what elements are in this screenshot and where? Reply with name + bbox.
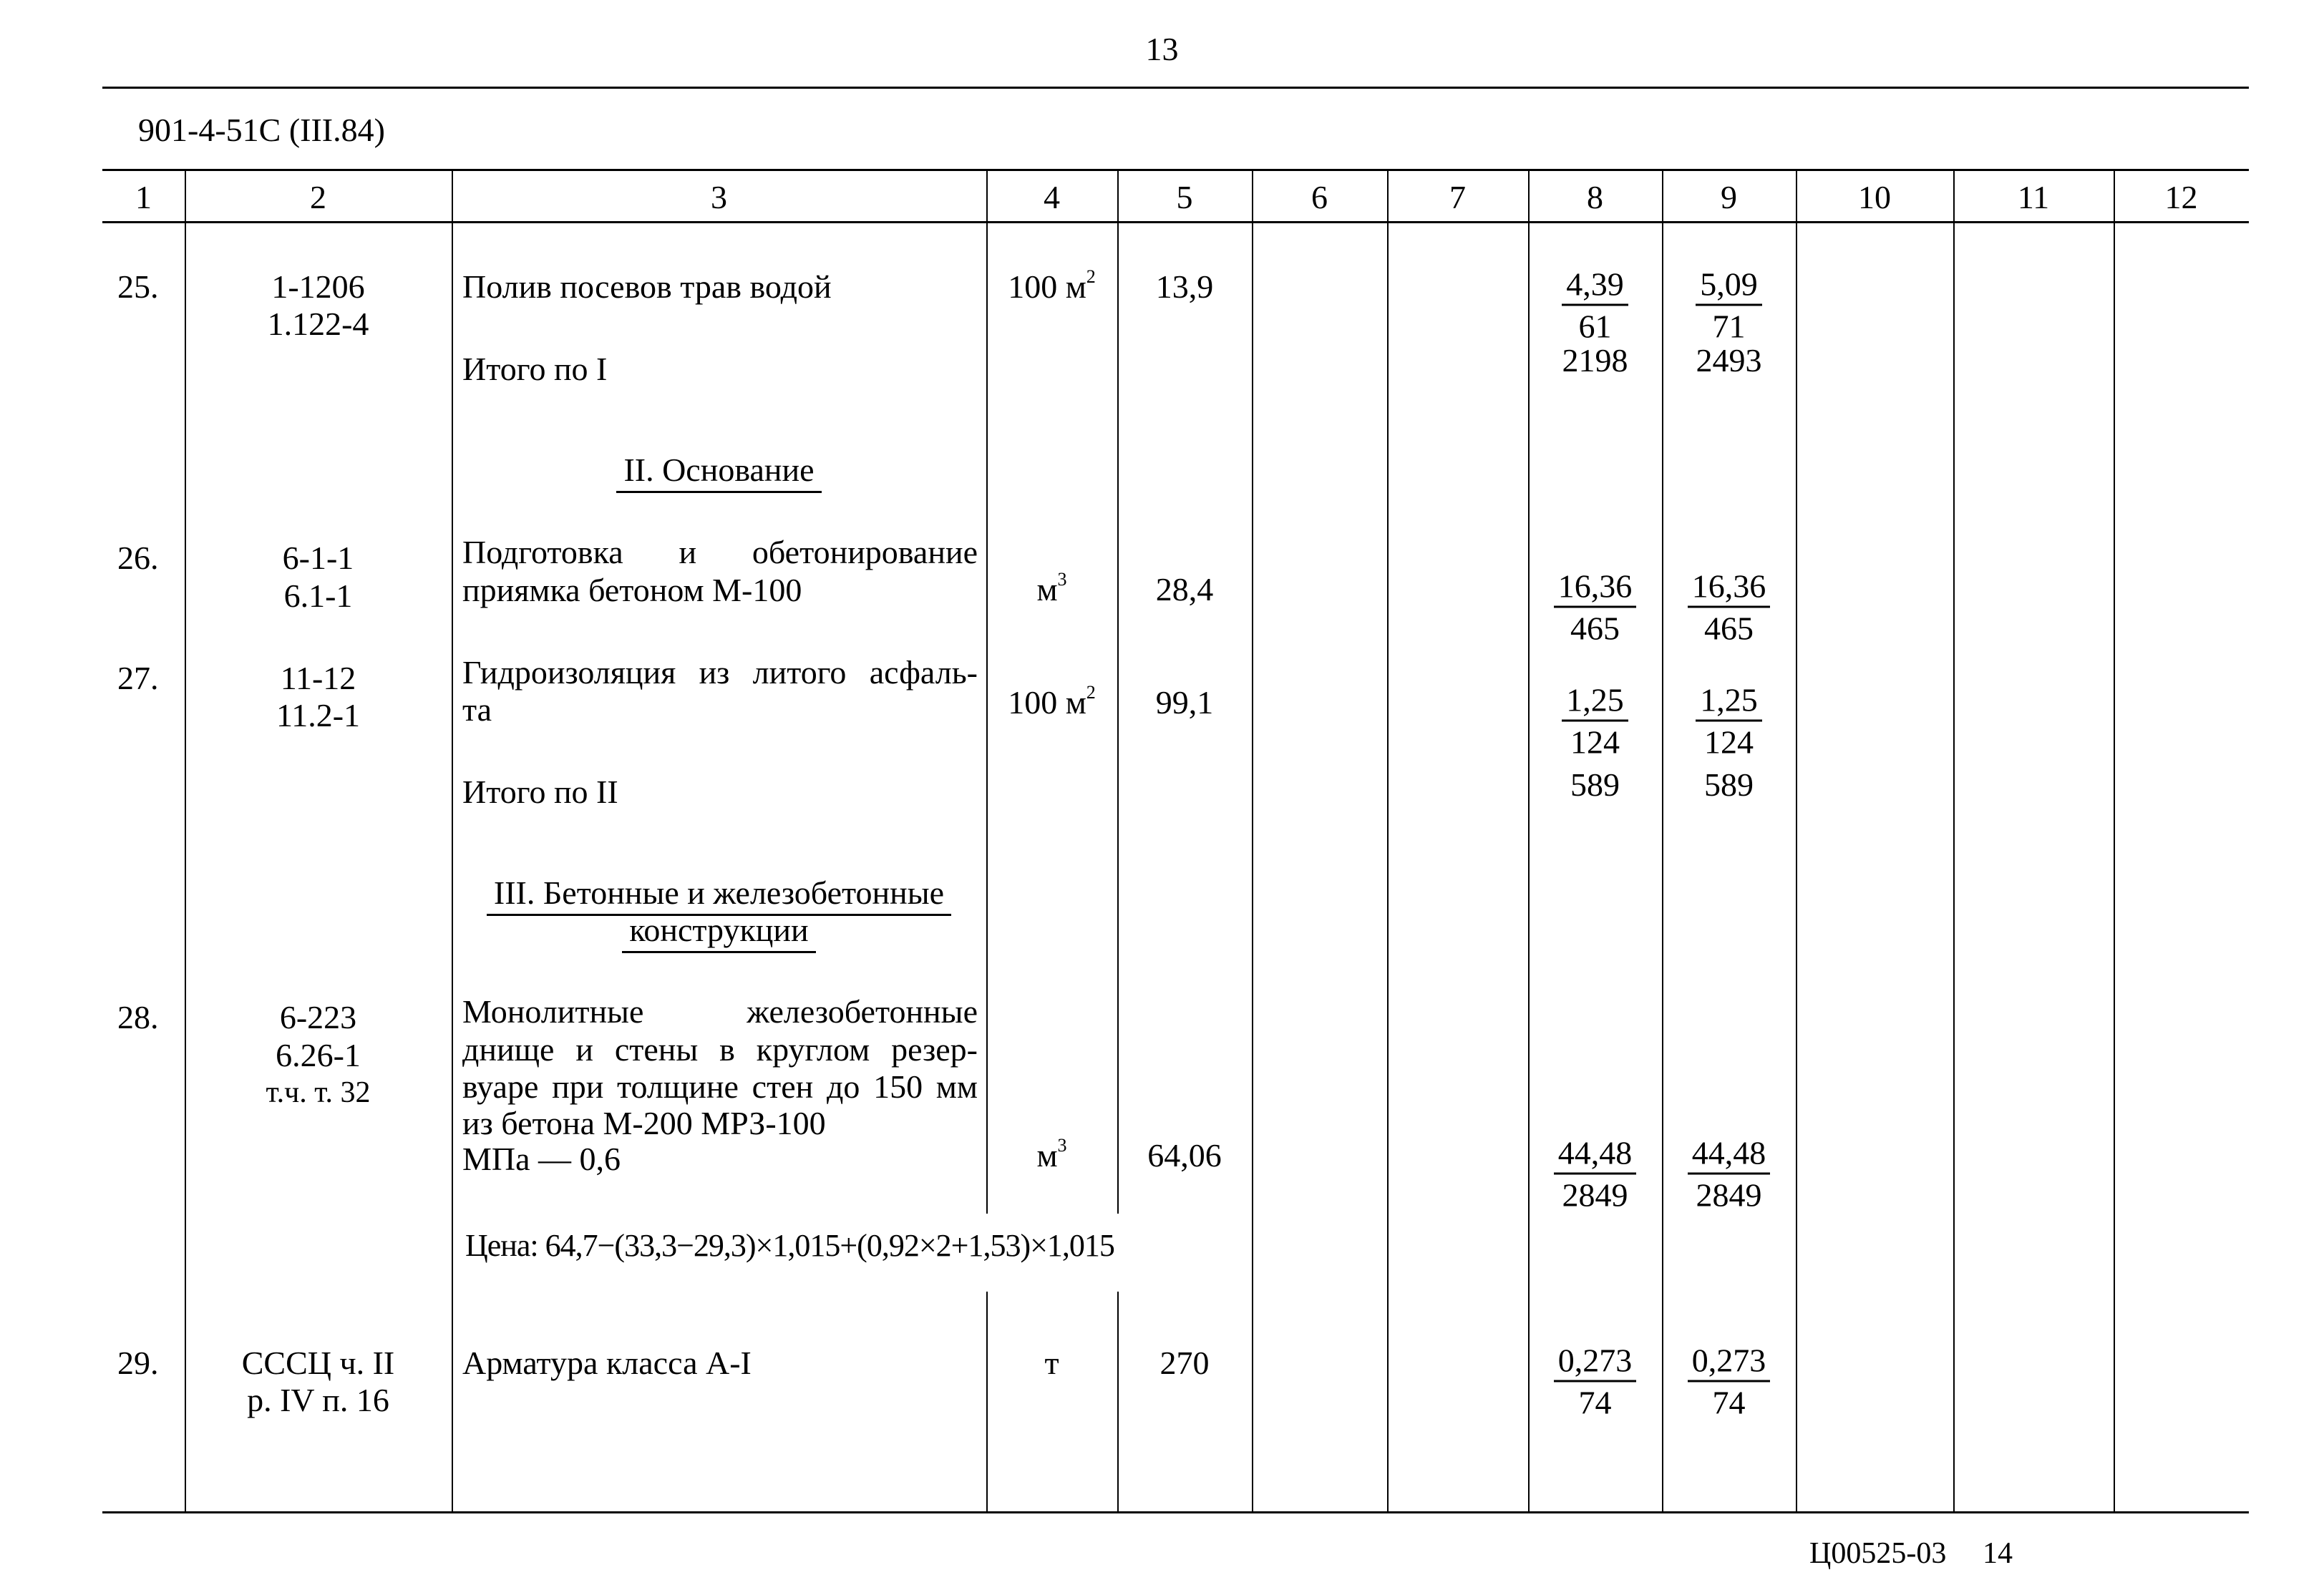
- column-header: 9: [1721, 179, 1737, 215]
- rate-code: 11-12: [280, 660, 356, 696]
- column-header: 10: [1858, 179, 1891, 215]
- work-description: Полив посевов трав водой: [462, 268, 832, 305]
- total-col8: 589: [1570, 766, 1620, 803]
- fraction-col8: [1528, 1134, 1662, 1214]
- top-rule: [102, 87, 2249, 89]
- fraction-col9: [1662, 681, 1796, 761]
- column-header: 1: [135, 179, 152, 215]
- quantity: 99,1: [1155, 684, 1214, 721]
- column-header: 7: [1449, 179, 1466, 215]
- row-number: 28.: [117, 999, 159, 1035]
- total-label: Итого по II: [462, 774, 618, 810]
- denominator: 74: [1712, 1384, 1746, 1421]
- denominator: 124: [1570, 723, 1620, 761]
- numerator: 1,25: [1562, 684, 1628, 722]
- column-header: 3: [711, 179, 727, 215]
- rate-code: 1-1206: [271, 268, 365, 305]
- fraction-col9: [1662, 567, 1796, 647]
- unit-text: 100 м: [1008, 268, 1086, 305]
- fraction-col9: [1662, 1342, 1796, 1421]
- section-title: III. Бетонные и железобетонные: [487, 874, 951, 916]
- fraction-col9: [1662, 265, 1796, 345]
- total-label: Итого по I: [462, 351, 608, 387]
- rate-code: 6.1-1: [283, 577, 353, 614]
- denominator: 61: [1578, 308, 1612, 345]
- unit-exponent: 2: [1086, 266, 1096, 287]
- unit-exponent: 2: [1086, 682, 1096, 703]
- numerator: 1,25: [1696, 684, 1762, 722]
- column-header: 6: [1311, 179, 1328, 215]
- work-description: Монолитные железобетонные: [462, 993, 978, 1030]
- row-number: 27.: [117, 660, 159, 696]
- row-number: 29.: [117, 1345, 159, 1381]
- denominator: 2849: [1696, 1176, 1762, 1214]
- denominator: 124: [1704, 723, 1754, 761]
- unit-exponent: 3: [1057, 1135, 1067, 1156]
- footer-code: Ц00525-03: [1809, 1537, 1947, 1570]
- unit-text: 100 м: [1008, 684, 1086, 721]
- total-col9: 589: [1704, 766, 1754, 803]
- rate-code: 11.2-1: [276, 697, 361, 733]
- column-header: 11: [2017, 179, 2050, 215]
- work-description: Арматура класса А-I: [462, 1345, 752, 1381]
- column-header: 2: [310, 179, 326, 215]
- numerator: 44,48: [1554, 1137, 1637, 1175]
- numerator: 0,273: [1554, 1345, 1637, 1382]
- section-heading-2: [452, 454, 986, 487]
- numerator: 44,48: [1688, 1137, 1771, 1175]
- denominator: 74: [1578, 1384, 1612, 1421]
- work-description: из бетона М-200 МРЗ-100: [462, 1105, 826, 1141]
- denominator: 2849: [1562, 1176, 1628, 1214]
- fraction-col8: [1528, 1342, 1662, 1421]
- work-description: Гидроизоляция из литого асфаль-: [462, 654, 978, 691]
- rate-code: 6.26-1: [276, 1037, 361, 1073]
- unit: [986, 266, 1117, 305]
- work-description: Подготовка и обетонирование: [462, 534, 978, 570]
- row-number: 26.: [117, 540, 159, 576]
- unit-text: м: [1036, 571, 1058, 608]
- column-header: 4: [1044, 179, 1060, 215]
- unit: [986, 682, 1117, 721]
- section-title: II. Основание: [616, 452, 821, 493]
- rate-code: 1.122-4: [267, 306, 369, 342]
- rate-code: т.ч. т. 32: [266, 1076, 371, 1109]
- quantity: 270: [1159, 1345, 1210, 1381]
- rate-code: р. IV п. 16: [247, 1382, 389, 1418]
- column-header: 5: [1176, 179, 1193, 215]
- rate-code: СССЦ ч. II: [241, 1345, 395, 1381]
- unit: [986, 569, 1117, 608]
- unit: [986, 1135, 1117, 1174]
- numerator: 16,36: [1554, 570, 1637, 608]
- section-title: конструкции: [622, 912, 815, 953]
- work-description: вуаре при толщине стен до 150 мм: [462, 1068, 978, 1105]
- numerator: 16,36: [1688, 570, 1771, 608]
- fraction-col8: [1528, 265, 1662, 345]
- denominator: 465: [1704, 610, 1754, 647]
- numerator: 4,39: [1562, 268, 1628, 306]
- rate-code: 6-1-1: [282, 540, 354, 576]
- numerator: 0,273: [1688, 1345, 1771, 1382]
- column-header: 12: [2164, 179, 2198, 215]
- numerator: 5,09: [1696, 268, 1762, 306]
- denominator: 465: [1570, 610, 1620, 647]
- document-code: 901-4-51С (III.84): [138, 112, 385, 148]
- page-number: 13: [1145, 31, 1179, 67]
- fraction-col9: [1662, 1134, 1796, 1214]
- work-description: приямка бетоном М-100: [462, 572, 802, 608]
- work-description: та: [462, 691, 492, 728]
- column-header: 8: [1587, 179, 1603, 215]
- footer-sheet-number: 14: [1983, 1537, 2013, 1570]
- fraction-col8: [1528, 681, 1662, 761]
- rate-code: 6-223: [279, 999, 357, 1035]
- unit-text: м: [1036, 1137, 1058, 1174]
- total-col9: 2493: [1696, 342, 1762, 379]
- quantity: 28,4: [1155, 571, 1214, 608]
- price-formula: Цена: 64,7−(33,3−29,3)×1,015+(0,92×2+1,53)×1,015: [465, 1228, 1114, 1263]
- total-col8: 2198: [1562, 342, 1628, 379]
- row-number: 25.: [117, 268, 159, 305]
- unit-exponent: 3: [1057, 569, 1067, 590]
- denominator: 71: [1712, 308, 1746, 345]
- quantity: 13,9: [1155, 268, 1214, 305]
- fraction-col8: [1528, 567, 1662, 647]
- work-description: днище и стены в круглом резер-: [462, 1031, 978, 1068]
- unit: т: [1044, 1345, 1059, 1381]
- quantity: 64,06: [1147, 1137, 1222, 1174]
- work-description: МПа — 0,6: [462, 1141, 621, 1177]
